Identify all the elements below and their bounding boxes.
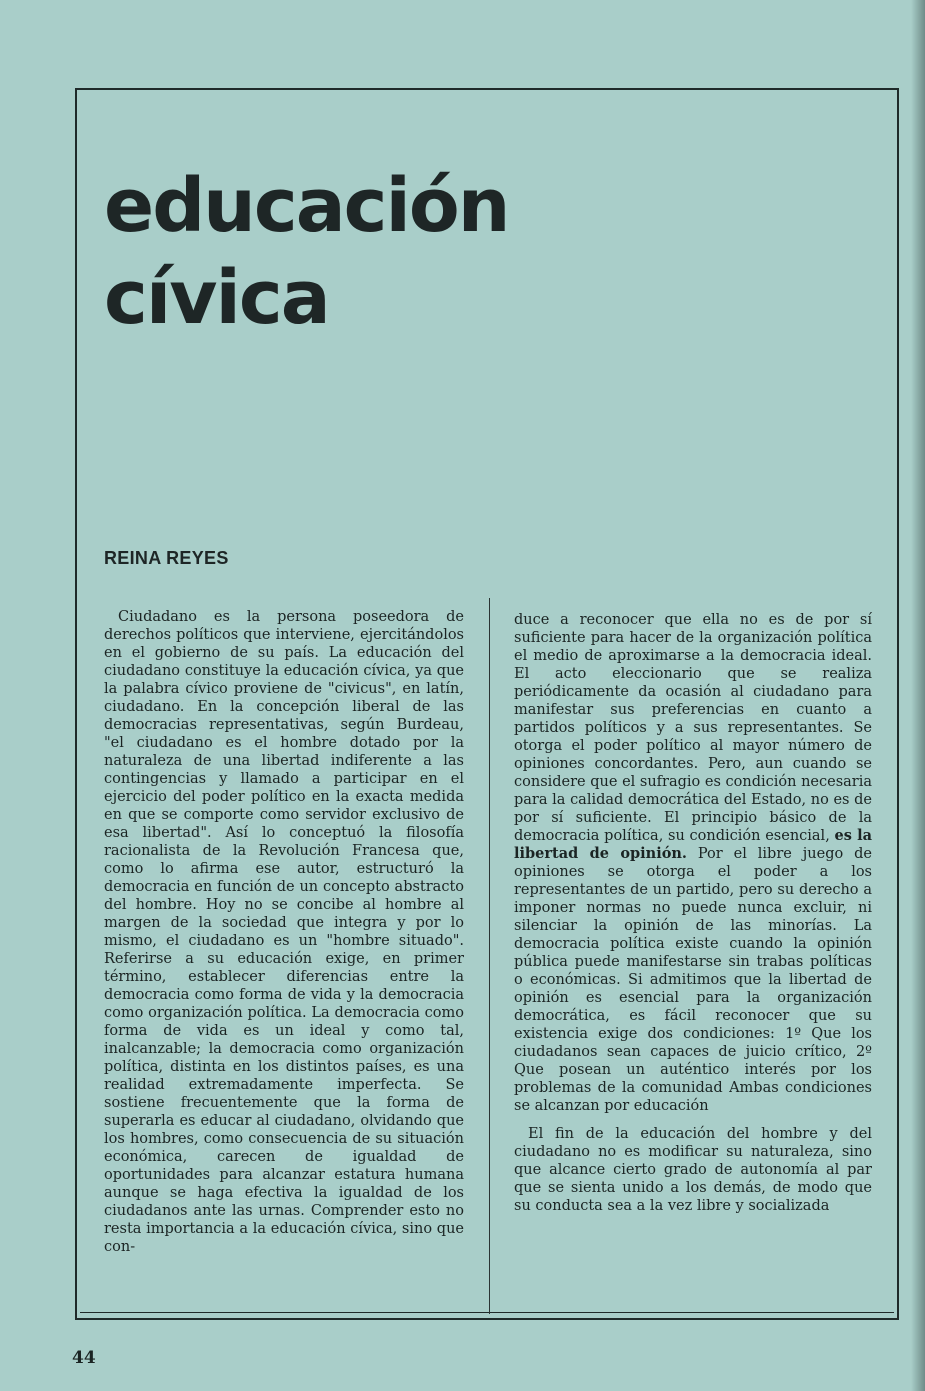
right-column-paragraph-2: El fin de la educación del hombre y del ciudadano no es modificar su naturaleza, sino que alcance cierto grado de autonomía al par que se sienta unido a los demás, de modo que su conducta sea a la vez libre y socializada [514, 1126, 872, 1214]
right-paragraph-1-text-a: duce a reconocer que ella no es de por sí suficiente para hacer de la organización política el medio de aproximarse a la democracia ideal. El acto eleccionario que se realiza periódicamente da ocasión al ciudadano para manifestar sus preferencias en cuanto a partidos políticos y a sus representantes. Se otorga el poder político al mayor número de opiniones concordantes. Pero, aun cuando se considere que el sufragio es condición necesaria para la calidad democrática del Estado, no es de por sí suficiente. El principio básico de la democracia política, su condición esencial, [514, 612, 872, 844]
left-column [104, 608, 464, 1256]
right-paragraph-1-bold: es la libertad de opinión. [514, 827, 873, 862]
title-line-2: cívica [104, 255, 329, 341]
right-paragraph-1-text-b: Por el libre juego de opiniones se otorga el poder a los representantes de un partido, pero su derecho a imponer normas no puede nunca excluir, ni silenciar la opinión de las minorías. La democracia política existe cuando la opinión pública puede manifestarse sin trabas políticas o económicas. Si admitimos que la libertad de opinión es esencial para la organización democrática, es fácil reconocer que su existencia exige dos condiciones: 1º Que los ciudadanos sean capaces de juicio crítico, 2º Que posean un auténtico interés por los problemas de la comunidad Ambas condiciones se alcanzan por educación [514, 846, 872, 1114]
page-edge-shadow [911, 0, 925, 1391]
right-column-paragraph-1 [514, 611, 872, 1115]
right-column [514, 611, 872, 1215]
column-divider [489, 598, 490, 1314]
page-number: 44 [72, 1348, 96, 1368]
frame-bottom-rule [80, 1312, 894, 1313]
left-column-paragraph: Ciudadano es la persona poseedora de derechos políticos que interviene, ejercitándolos en el gobierno de su país. La educación del ciudadano constituye la educación cívica, ya que la palabra cívico proviene de "civicus", en latín, ciudadano. En la concepción liberal de las democracias representativas, según Burdeau, "el ciudadano es el hombre dotado por la naturaleza de una libertad indiferente a las contingencias y llamado a participar en el ejercicio del poder político en la exacta medida en que se comporte como servidor exclusivo de esa libertad". Así lo conceptuó la filosofía racionalista de la Revolución Francesa que, como lo afirma ese autor, estructuró la democracia en función de un concepto abstracto del hombre. Hoy no se concibe al hombre al margen de la sociedad que integra y por lo mismo, el ciudadano es un "hombre situado". Referirse a su educación exige, en primer término, establecer diferencias entre la democracia como forma de vida y la democracia como organización política. La democracia como forma de vida es un ideal y como tal, inalcanzable; la democracia como organización política, distinta en los distintos países, es una realidad extremadamente imperfecta. Se sostiene frecuentemente que la forma de superarla es educar al ciudadano, olvidando que los hombres, como consecuencia de su situación económica, carecen de igualdad de oportunidades para alcanzar estatura humana aunque se haga efectiva la igualdad de los ciudadanos ante las urnas. Comprender esto no resta importancia a la educación cívica, sino que con- [104, 609, 464, 1255]
title-line-1: educación [104, 163, 509, 249]
author-name: REINA REYES [104, 548, 229, 568]
article-title [104, 160, 508, 344]
